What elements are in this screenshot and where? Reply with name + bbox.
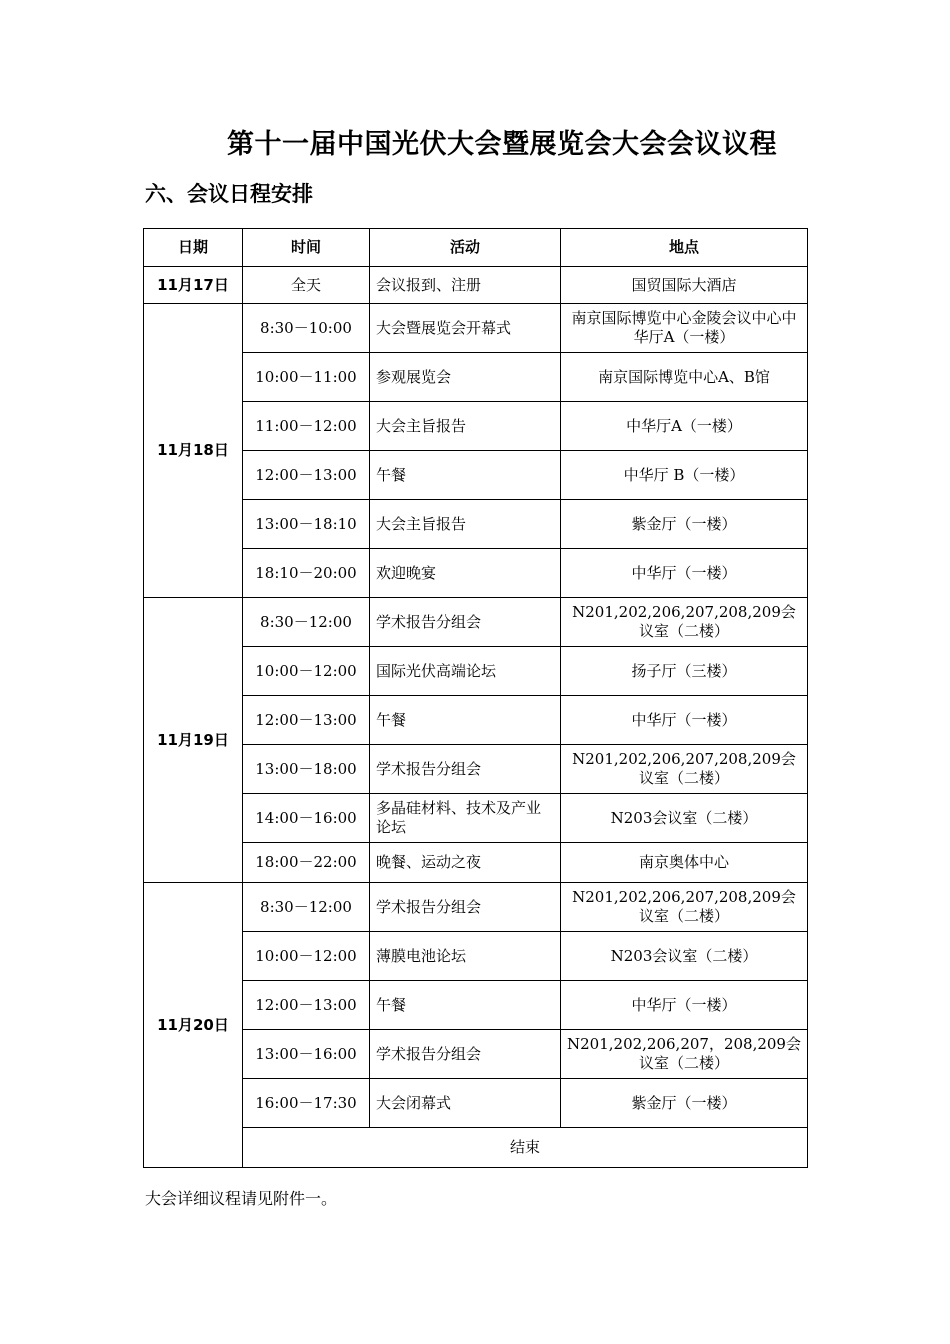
time-cell: 18:10－20:00 xyxy=(243,549,370,598)
time-cell: 10:00－12:00 xyxy=(243,932,370,981)
table-row xyxy=(144,794,808,843)
header-location: 地点 xyxy=(561,229,808,267)
schedule-table xyxy=(143,228,808,1168)
location-cell: 南京国际博览中心A、B馆 xyxy=(561,353,808,402)
table-row xyxy=(144,500,808,549)
page-title: 第十一届中国光伏大会暨展览会大会会议议程 xyxy=(227,129,777,160)
activity-cell: 国际光伏高端论坛 xyxy=(370,647,561,696)
table-row xyxy=(144,402,808,451)
location-cell: N201,202,206,207,208,209会议室（二楼） xyxy=(561,598,808,647)
location-cell: 南京国际博览中心金陵会议中心中华厅A（一楼） xyxy=(561,304,808,353)
activity-cell: 午餐 xyxy=(370,696,561,745)
time-cell: 12:00－13:00 xyxy=(243,696,370,745)
location-cell: N203会议室（二楼） xyxy=(561,794,808,843)
header-activity: 活动 xyxy=(370,229,561,267)
activity-cell: 大会主旨报告 xyxy=(370,500,561,549)
end-cell: 结束 xyxy=(243,1128,808,1168)
table-row xyxy=(144,1079,808,1128)
header-date: 日期 xyxy=(144,229,243,267)
header-time: 时间 xyxy=(243,229,370,267)
time-cell: 13:00－18:00 xyxy=(243,745,370,794)
location-cell: 国贸国际大酒店 xyxy=(561,267,808,304)
activity-cell: 午餐 xyxy=(370,981,561,1030)
location-cell: 中华厅 B（一楼） xyxy=(561,451,808,500)
location-cell: 中华厅A（一楼） xyxy=(561,402,808,451)
table-row xyxy=(144,598,808,647)
table-row xyxy=(144,353,808,402)
location-cell: 中华厅（一楼） xyxy=(561,549,808,598)
activity-cell: 大会主旨报告 xyxy=(370,402,561,451)
activity-cell: 午餐 xyxy=(370,451,561,500)
location-cell: 南京奥体中心 xyxy=(561,843,808,883)
activity-cell: 多晶硅材料、技术及产业论坛 xyxy=(370,794,561,843)
location-cell: N203会议室（二楼） xyxy=(561,932,808,981)
activity-cell: 参观展览会 xyxy=(370,353,561,402)
time-cell: 10:00－11:00 xyxy=(243,353,370,402)
date-cell: 11月17日 xyxy=(144,267,243,304)
location-cell: 中华厅（一楼） xyxy=(561,696,808,745)
table-row xyxy=(144,304,808,353)
date-cell: 11月19日 xyxy=(144,598,243,883)
time-cell: 8:30－12:00 xyxy=(243,598,370,647)
table-row xyxy=(144,883,808,932)
location-cell: N201,202,206,207,208,209会议室（二楼） xyxy=(561,883,808,932)
activity-cell: 学术报告分组会 xyxy=(370,1030,561,1079)
time-cell: 16:00－17:30 xyxy=(243,1079,370,1128)
location-cell: 中华厅（一楼） xyxy=(561,981,808,1030)
activity-cell: 大会暨展览会开幕式 xyxy=(370,304,561,353)
activity-cell: 欢迎晚宴 xyxy=(370,549,561,598)
location-cell: 扬子厅（三楼） xyxy=(561,647,808,696)
table-row xyxy=(144,843,808,883)
time-cell: 18:00－22:00 xyxy=(243,843,370,883)
time-cell: 13:00－18:10 xyxy=(243,500,370,549)
location-cell: 紫金厅（一楼） xyxy=(561,500,808,549)
location-cell: 紫金厅（一楼） xyxy=(561,1079,808,1128)
activity-cell: 会议报到、注册 xyxy=(370,267,561,304)
date-cell: 11月18日 xyxy=(144,304,243,598)
time-cell: 11:00－12:00 xyxy=(243,402,370,451)
activity-cell: 薄膜电池论坛 xyxy=(370,932,561,981)
footer-note: 大会详细议程请见附件一。 xyxy=(145,1189,338,1208)
time-cell: 14:00－16:00 xyxy=(243,794,370,843)
table-row xyxy=(144,267,808,304)
activity-cell: 大会闭幕式 xyxy=(370,1079,561,1128)
date-cell: 11月20日 xyxy=(144,883,243,1168)
activity-cell: 晚餐、运动之夜 xyxy=(370,843,561,883)
table-row xyxy=(144,981,808,1030)
table-row xyxy=(144,1128,808,1168)
activity-cell: 学术报告分组会 xyxy=(370,745,561,794)
table-row xyxy=(144,696,808,745)
table-row xyxy=(144,451,808,500)
time-cell: 13:00－16:00 xyxy=(243,1030,370,1079)
table-row xyxy=(144,1030,808,1079)
time-cell: 12:00－13:00 xyxy=(243,451,370,500)
time-cell: 8:30－12:00 xyxy=(243,883,370,932)
table-row xyxy=(144,745,808,794)
table-header-row xyxy=(144,229,808,267)
table-row xyxy=(144,932,808,981)
activity-cell: 学术报告分组会 xyxy=(370,883,561,932)
time-cell: 8:30－10:00 xyxy=(243,304,370,353)
location-cell: N201,202,206,207，208,209会议室（二楼） xyxy=(561,1030,808,1079)
time-cell: 12:00－13:00 xyxy=(243,981,370,1030)
activity-cell: 学术报告分组会 xyxy=(370,598,561,647)
table-row xyxy=(144,647,808,696)
location-cell: N201,202,206,207,208,209会议室（二楼） xyxy=(561,745,808,794)
table-row xyxy=(144,549,808,598)
time-cell: 全天 xyxy=(243,267,370,304)
section-heading: 六、会议日程安排 xyxy=(145,182,313,206)
time-cell: 10:00－12:00 xyxy=(243,647,370,696)
